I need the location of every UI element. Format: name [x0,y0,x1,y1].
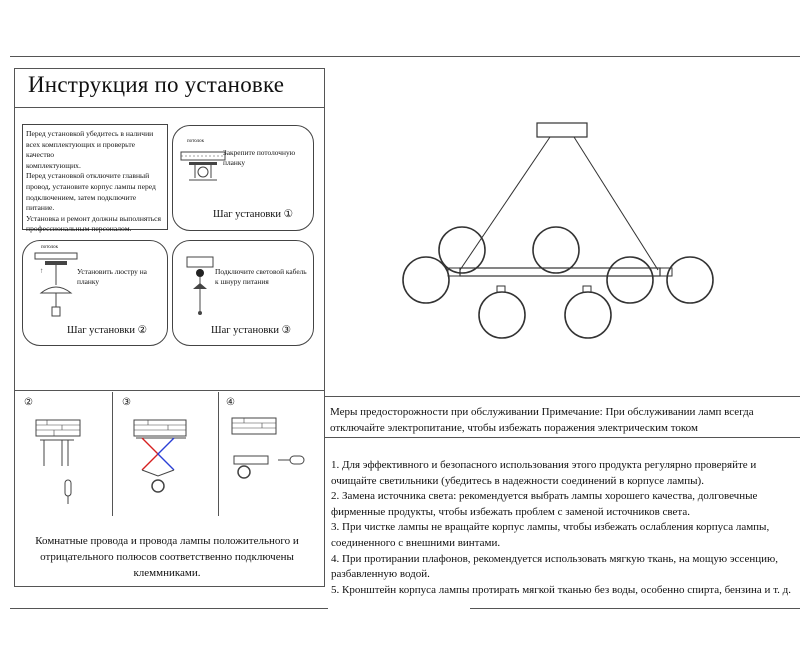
step-3-text-line: Подключите световой кабель [215,267,307,276]
step-2-text-line: Установить люстру на [77,267,147,276]
chandelier-illustration [400,120,760,340]
safety-warning [330,404,795,436]
step-1-text-line: планку [223,157,246,167]
left-panel-border [14,68,15,586]
top-rule [10,56,800,57]
step-2-card [22,240,168,346]
rule-line: 3. При чистке лампы не вращайте корпус лампы, чтобы избежать ослабления корпуса лампы, [331,521,770,534]
wiring-diagram-4 [228,410,318,510]
step-2-text-line: планку [77,276,100,286]
power-connection-illustration [181,255,221,325]
bottom-rule-right [470,608,800,609]
ceiling-tag: потолок [41,245,59,250]
title-rule [14,107,325,108]
steps-divider [14,390,325,391]
wiring-number-4: ④ [226,397,235,408]
intro-text [23,125,167,239]
intro-line: профессиональным персоналом. [26,224,132,234]
left-panel-right-border [324,68,325,586]
step-1-text-line: Закрепите потолочную [223,148,296,157]
step-3-label-text: Шаг установки [211,325,280,336]
intro-line: провод, установите корпус лампы перед [26,181,156,191]
rule-line: очищайте светильники (убедитесь в надежности соединений в корпусе лампы). [331,474,704,487]
wiring-number-3: ③ [122,397,131,408]
step-3-number: ③ [281,325,292,336]
safety-warning-line: отключайте электропитание, чтобы избежать поражения электрическим током [330,422,698,434]
intro-line: Установка и ремонт должны выполняться [26,213,162,223]
step-3-card [172,240,314,346]
step-1-text [223,148,295,167]
page-title: Инструкция по установке [28,72,285,97]
left-panel-bottom [14,586,325,587]
rule-line: 5. Кронштейн корпуса лампы протирать мягкой тканью без воды, особенно спирта, бензина и т. д. [331,583,792,596]
step-1-label-text: Шаг установки [213,209,282,220]
step-2-label [67,324,147,336]
wiring-caption-line: Комнатные провода и провода лампы положительного и [35,535,299,547]
rule-line: разбавленную водой. [331,568,430,581]
wiring-diagram-3 [128,410,218,510]
intro-line: комплектующих. [26,160,81,170]
chandelier-mount-illustration [31,249,81,329]
intro-line: подключением, затем подключите питание. [26,192,137,213]
step-1-number: ① [283,209,294,220]
intro-line: Перед установкой убедитесь в наличии [26,129,154,138]
intro-line: всех комплектующих и проверьте качество [26,139,136,160]
right-divider-1 [325,396,800,397]
rule-line: фирменные продукты, чтобы избежать проблем с заменой источников света. [331,505,690,518]
step-2-number: ② [137,325,148,336]
step-2-label-text: Шаг установки [67,325,136,336]
step-3-text-line: к шнуру питания [215,276,269,286]
rule-line: 2. Замена источника света: рекомендуется выбрать лампы хорошего качества, долговечные [331,490,758,503]
wiring-number-2: ② [24,397,33,408]
intro-box [22,124,168,234]
wiring-sep-2 [218,392,219,516]
step-3-label [211,324,291,336]
intro-line: Перед установкой отключите главный [26,171,150,181]
wiring-caption-line: отрицательного полюсов соответственно подключены [40,551,294,563]
safety-warning-line: Меры предосторожности при обслуживании Примечание: При обслуживании ламп всегда [330,406,754,418]
step-1-label [213,208,293,220]
rule-line: соединенного с внешними винтами. [331,536,501,549]
step-3-text [215,267,307,286]
step-2-text [77,267,147,286]
maintenance-rules [331,458,796,598]
rule-line: 4. При протирании плафонов, рекомендуется использовать мягкую ткань, на мощую эссенцию, [331,552,778,565]
left-panel-top [14,68,325,69]
ceiling-tag: потолок [187,139,205,144]
step-1-card [172,125,314,231]
wiring-diagram-2 [32,410,112,510]
svg-text:⇡: ⇡ [39,269,45,275]
rule-line: 1. Для эффективного и безопасного использования этого продукта регулярно проверяйте и [331,459,757,471]
wiring-caption-line: клеммниками. [133,567,201,579]
wiring-sep-1 [112,392,113,516]
right-divider-2 [325,437,800,438]
bottom-rule [10,608,328,609]
wiring-caption [22,533,312,581]
